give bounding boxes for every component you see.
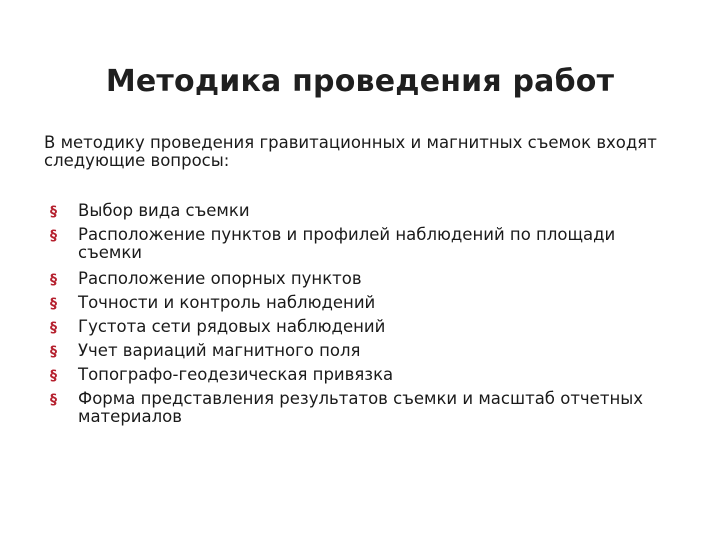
- bullet-marker-icon: §: [50, 320, 57, 336]
- bullet-list: [44, 202, 684, 432]
- bullet-item: [44, 270, 684, 288]
- bullet-marker-icon: §: [50, 392, 57, 408]
- bullet-text: Расположение пунктов и профилей наблюдений по площади съемки: [78, 225, 616, 262]
- bullet-item: [44, 202, 684, 220]
- bullet-item: [44, 366, 684, 384]
- bullet-item: [44, 294, 684, 312]
- slide-title: Методика проведения работ: [105, 64, 615, 99]
- bullet-text: Топографо-геодезическая привязка: [78, 365, 394, 384]
- bullet-text: Густота сети рядовых наблюдений: [78, 317, 386, 336]
- bullet-text: Учет вариаций магнитного поля: [78, 341, 361, 360]
- bullet-text: Выбор вида съемки: [78, 201, 250, 220]
- bullet-text: Точности и контроль наблюдений: [78, 293, 376, 312]
- intro-text: В методику проведения гравитационных и магнитных съемок входят следующие вопросы:: [44, 133, 657, 170]
- bullet-marker-icon: §: [50, 204, 57, 220]
- bullet-item: [44, 390, 684, 426]
- bullet-text: Расположение опорных пунктов: [78, 269, 362, 288]
- bullet-item: [44, 226, 684, 262]
- bullet-marker-icon: §: [50, 344, 57, 360]
- bullet-marker-icon: §: [50, 272, 57, 288]
- bullet-marker-icon: §: [50, 228, 57, 244]
- bullet-marker-icon: §: [50, 368, 57, 384]
- bullet-item: [44, 318, 684, 336]
- bullet-item: [44, 342, 684, 360]
- bullet-marker-icon: §: [50, 296, 57, 312]
- bullet-text: Форма представления результатов съемки и масштаб отчетных материалов: [78, 389, 644, 426]
